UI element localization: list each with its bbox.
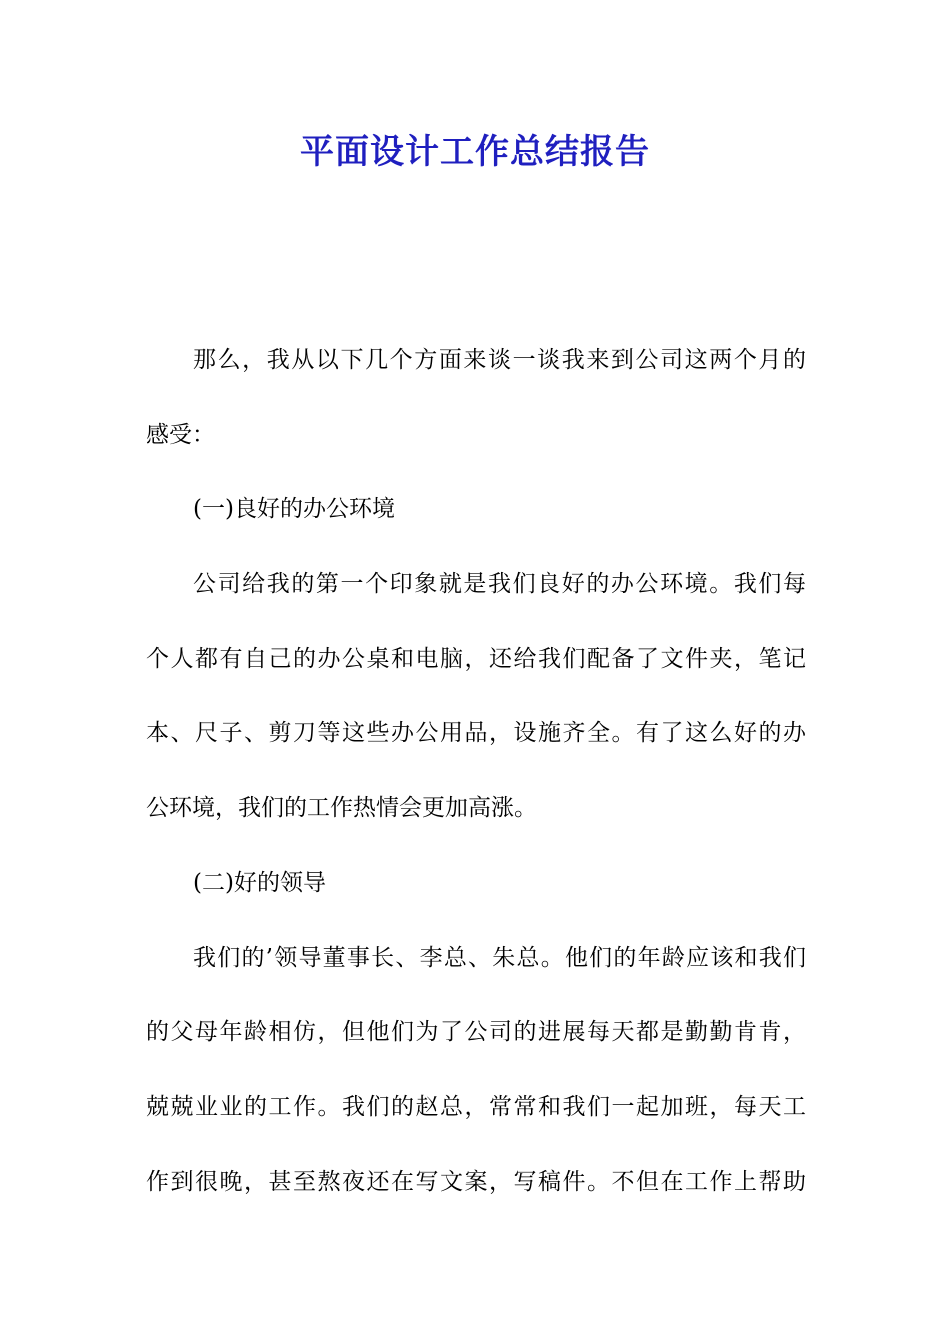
paragraph-line: 公司给我的第一个印象就是我们良好的办公环境。我们每: [193, 571, 806, 598]
paragraph-line: 感受：: [146, 421, 215, 448]
paragraph-line: 那么，我从以下几个方面来谈一谈我来到公司这两个月的: [193, 347, 806, 373]
paragraph-line: 的父母年龄相仿，但他们为了公司的进展每天都是勤勤肯肯，: [146, 1019, 806, 1046]
paragraph-line: 作到很晚，甚至熬夜还在写文案，写稿件。不但在工作上帮助: [146, 1168, 806, 1195]
document-title: 平面设计工作总结报告: [300, 132, 650, 172]
section-heading: (二)好的领导: [193, 869, 326, 896]
paragraph-line: 我们的’领导董事长、李总、朱总。他们的年龄应该和我们: [193, 944, 806, 971]
paragraph-line: 公环境，我们的工作热情会更加高涨。: [146, 795, 537, 822]
paragraph-line: 个人都有自己的办公桌和电脑，还给我们配备了文件夹，笔记: [146, 645, 806, 672]
section-heading: (一)良好的办公环境: [193, 496, 395, 523]
paragraph-line: 兢兢业业的工作。我们的赵总，常常和我们一起加班，每天工: [146, 1093, 806, 1120]
document-body: [146, 338, 806, 1234]
paragraph-line: 本、尺子、剪刀等这些办公用品，设施齐全。有了这么好的办: [146, 720, 806, 747]
